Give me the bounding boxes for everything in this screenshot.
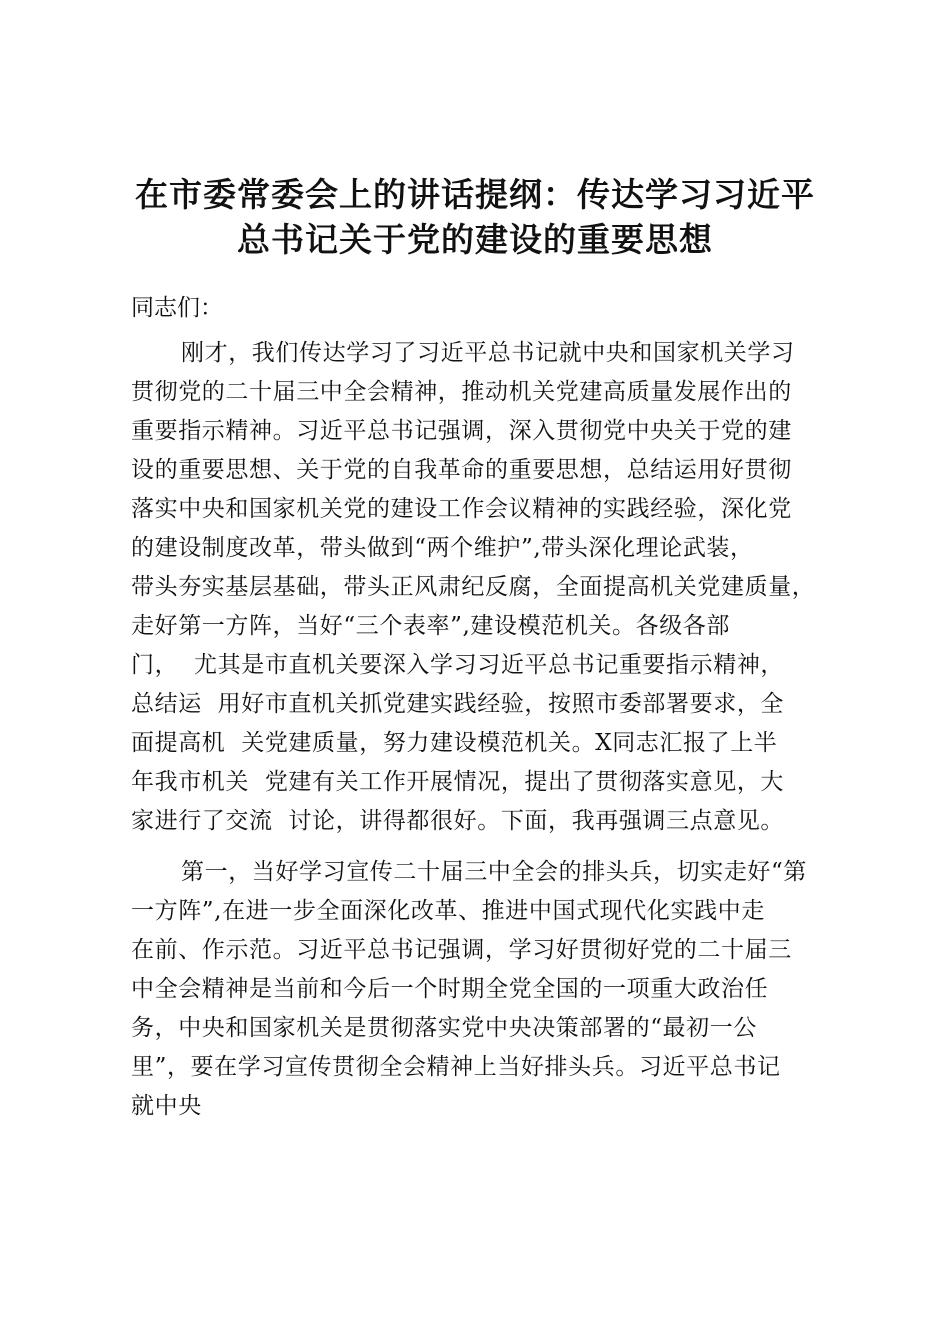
paragraph-line: 门， 尤其是市直机关要深入学习习近平总书记重要指示精神， <box>131 652 785 678</box>
paragraph-line: 贯彻党的二十届三中全会精神，推动机关党建高质量发展作出的 <box>131 379 792 405</box>
paragraph-2 <box>131 853 831 1126</box>
paragraph-line: 中全会精神是当前和今后一个时期全党全国的一项重大政治任 <box>131 976 769 1002</box>
paragraph-line: 里”，要在学习宣传贯彻全会精神上当好排头兵。习近平总书记 <box>131 1054 781 1080</box>
paragraph-line: 家进行了交流 讨论，讲得都很好。下面，我再强调三点意见。 <box>131 808 785 834</box>
paragraph-1 <box>131 334 831 841</box>
document-title <box>100 172 850 262</box>
paragraph-line: 重要指示精神。习近平总书记强调，深入贯彻党中央关于党的建 <box>131 418 792 444</box>
paragraph-line: 就中央 <box>131 1093 202 1119</box>
paragraph-line: 的建设制度改革，带头做到“两个维护”,带头深化理论武装， <box>131 535 754 561</box>
paragraph-line: 设的重要思想、关于党的自我革命的重要思想，总结运用好贯彻 <box>131 457 792 483</box>
greeting: 同志们： <box>131 295 223 321</box>
paragraph-line: 年我市机关 党建有关工作开展情况，提出了贯彻落实意见，大 <box>131 769 785 795</box>
paragraph-line: 在前、作示范。习近平总书记强调，学习好贯彻好党的二十届三 <box>131 937 792 963</box>
paragraph-line: 第一，当好学习宣传二十届三中全会的排头兵，切实走好“第 <box>181 859 807 885</box>
paragraph-line: 刚才，我们传达学习了习近平总书记就中央和国家机关学习 <box>181 340 795 366</box>
paragraph-line: 走好第一方阵，当好“三个表率”,建设模范机关。各级各部 <box>131 613 731 639</box>
paragraph-line: 一方阵”,在进一步全面深化改革、推进中国式现代化实践中走 <box>131 898 765 924</box>
paragraph-line: 务，中央和国家机关是贯彻落实党中央决策部署的“最初一公 <box>131 1015 757 1041</box>
title-line-2: 总书记关于党的建设的重要思想 <box>237 220 713 259</box>
paragraph-line: 面提高机 关党建质量，努力建设模范机关。X同志汇报了上半 <box>131 730 778 756</box>
paragraph-line: 带头夯实基层基础，带头正风肃纪反腐，全面提高机关党建质量， <box>131 574 816 600</box>
paragraph-line: 总结运 用好市直机关抓党建实践经验，按照市委部署要求，全 <box>131 691 785 717</box>
title-line-1: 在市委常委会上的讲话提纲：传达学习习近平 <box>135 175 815 214</box>
paragraph-line: 落实中央和国家机关党的建设工作会议精神的实践经验，深化党 <box>131 496 792 522</box>
